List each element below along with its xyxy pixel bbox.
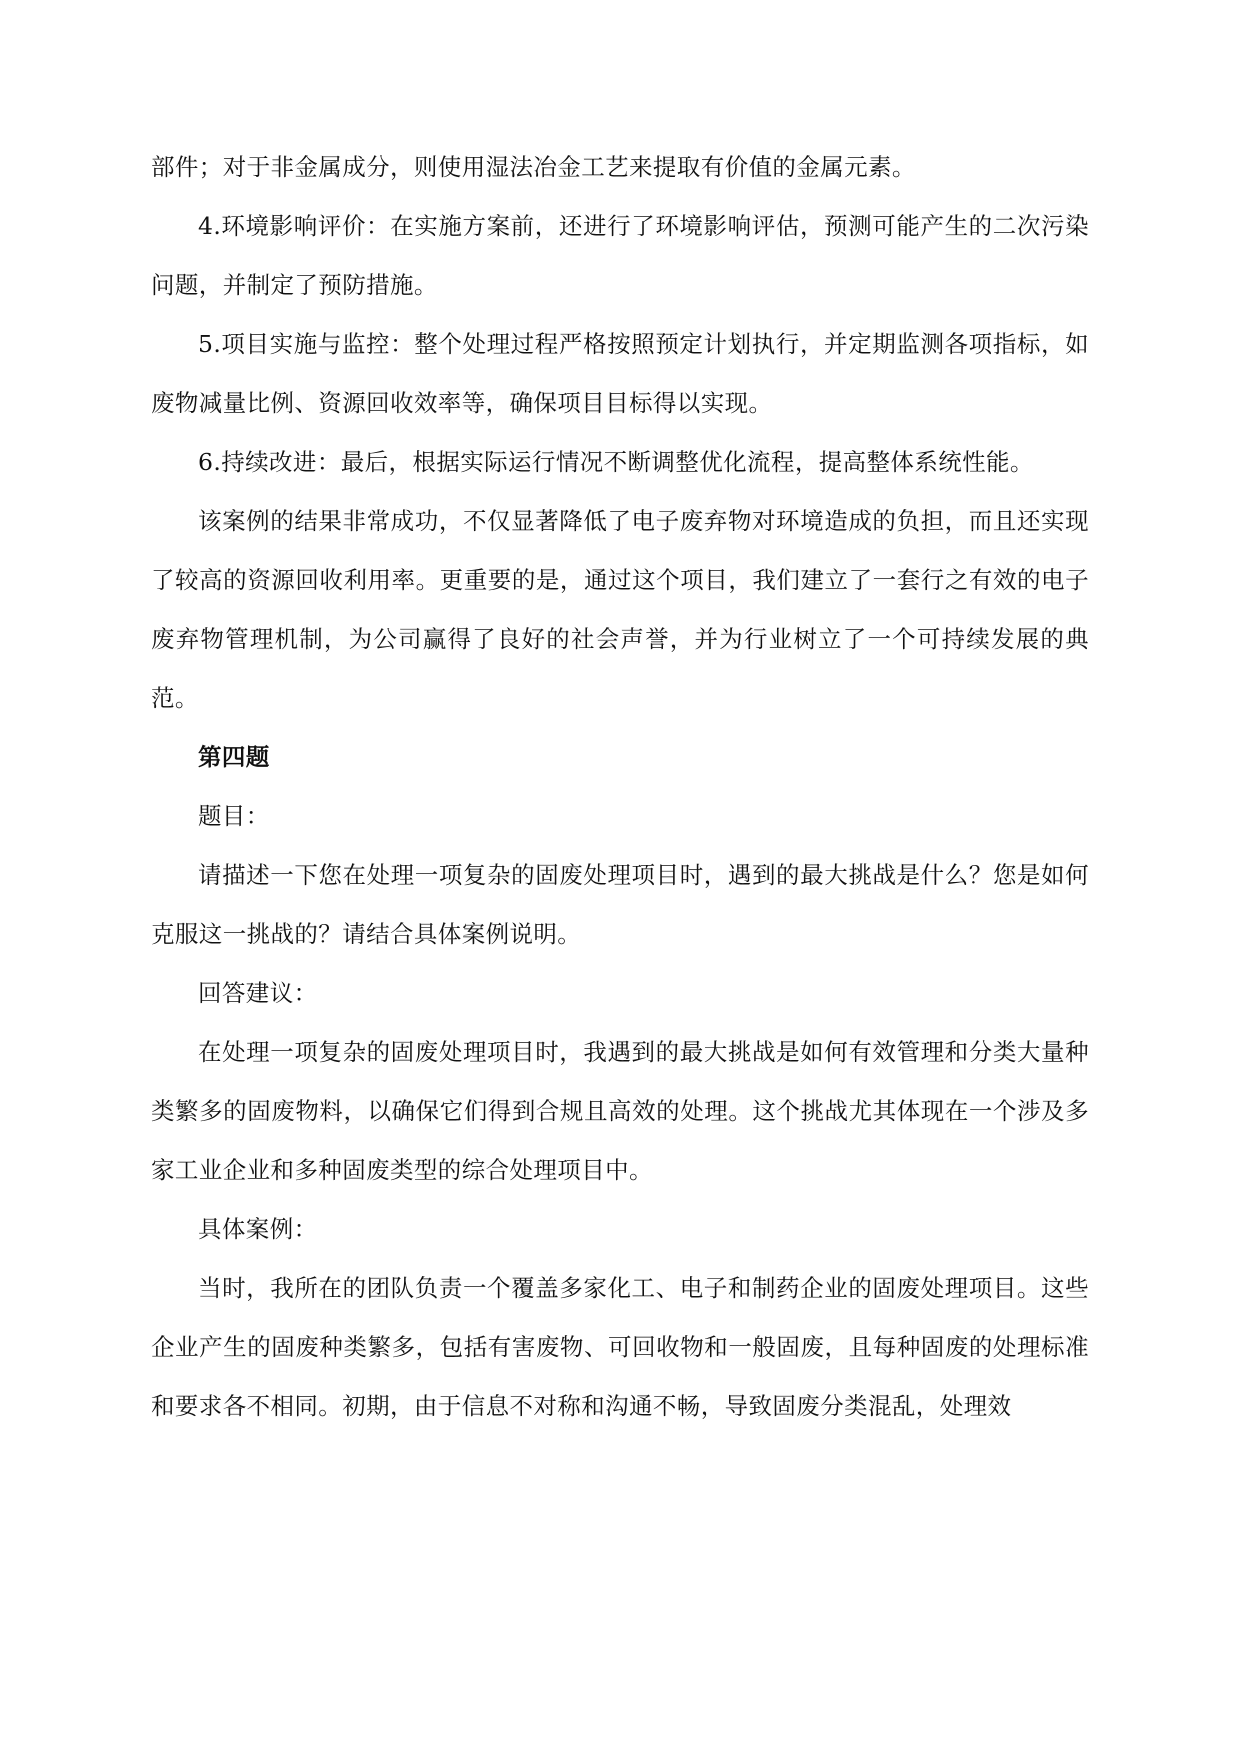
section-heading: 第四题 [198,743,270,771]
paragraph-continuation: 部件；对于非金属成分，则使用湿法冶金工艺来提取有价值的金属元素。 [151,153,916,181]
case-label: 具体案例： [198,1215,318,1243]
document-body [151,138,1089,1436]
paragraph-case-result: 该案例的结果非常成功，不仅显著降低了电子废弃物对环境造成的负担，而且还实现了较高的资源回收利用率。更重要的是，通过这个项目，我们建立了一套行之有效的电子废弃物管理机制，为公司赢得了良好的社会声誉，并为行业树立了一个可持续发展的典范。 [151,507,1089,712]
question-label: 题目： [198,802,270,830]
paragraph-item-4: 4.环境影响评价：在实施方案前，还进行了环境影响评估，预测可能产生的二次污染问题，并制定了预防措施。 [151,212,1089,299]
paragraph-item-5: 5.项目实施与监控：整个处理过程严格按照预定计划执行，并定期监测各项指标，如废物减量比例、资源回收效率等，确保项目目标得以实现。 [151,330,1089,417]
question-text: 请描述一下您在处理一项复杂的固废处理项目时，遇到的最大挑战是什么？您是如何克服这一挑战的？请结合具体案例说明。 [151,861,1089,948]
paragraph-item-6: 6.持续改进：最后，根据实际运行情况不断调整优化流程，提高整体系统性能。 [198,448,1034,476]
answer-paragraph: 在处理一项复杂的固废处理项目时，我遇到的最大挑战是如何有效管理和分类大量种类繁多的固废物料，以确保它们得到合规且高效的处理。这个挑战尤其体现在一个涉及多家工业企业和多种固废类型的综合处理项目中。 [151,1038,1089,1184]
answer-label: 回答建议： [198,979,318,1007]
case-paragraph: 当时，我所在的团队负责一个覆盖多家化工、电子和制药企业的固废处理项目。这些企业产生的固废种类繁多，包括有害废物、可回收物和一般固废，且每种固废的处理标准和要求各不相同。初期，由于信息不对称和沟通不畅，导致固废分类混乱，处理效 [151,1274,1089,1420]
